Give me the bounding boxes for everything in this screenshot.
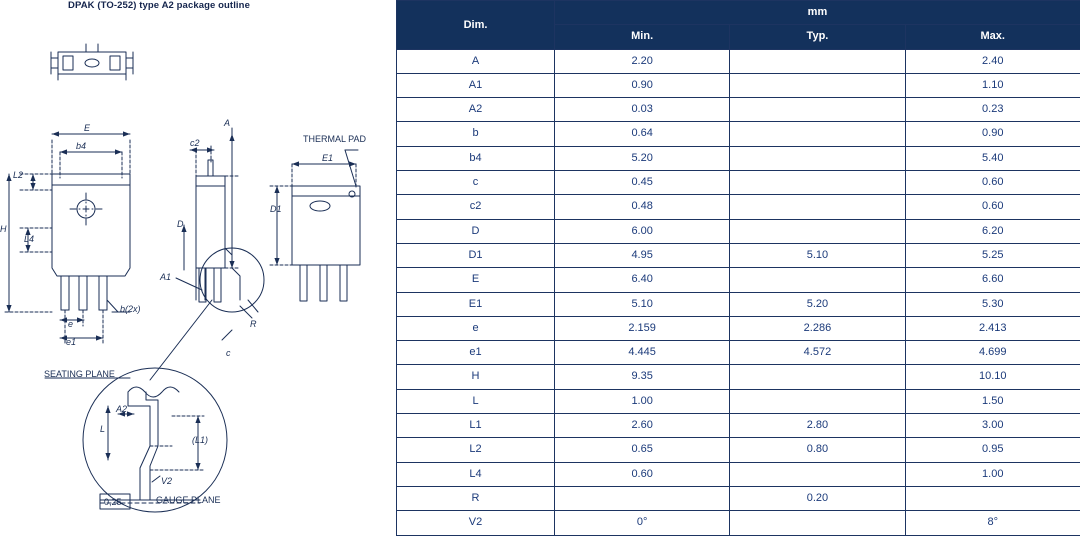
cell-dim: E <box>397 268 555 292</box>
cell-min: 9.35 <box>555 365 730 389</box>
table-row <box>397 219 1080 243</box>
table-body <box>397 49 1080 535</box>
table-row <box>397 292 1080 316</box>
cell-dim: D1 <box>397 243 555 267</box>
table-row <box>397 414 1080 438</box>
cell-dim: L1 <box>397 414 555 438</box>
label-R: R <box>250 319 257 329</box>
cell-dim: V2 <box>397 511 555 535</box>
thermal-pad-view <box>270 150 360 301</box>
dimensions-table-panel <box>396 0 1080 526</box>
table-row <box>397 195 1080 219</box>
cell-typ <box>730 146 905 170</box>
cell-max: 10.10 <box>905 365 1080 389</box>
cell-min: 0.90 <box>555 73 730 97</box>
cell-min: 0.60 <box>555 462 730 486</box>
cell-typ <box>730 511 905 535</box>
top-view <box>51 44 133 80</box>
cell-typ: 0.20 <box>730 486 905 510</box>
cell-min: 5.10 <box>555 292 730 316</box>
table-row <box>397 438 1080 462</box>
cell-max: 5.25 <box>905 243 1080 267</box>
table-row <box>397 511 1080 535</box>
column-header-dim: Dim. <box>397 1 555 50</box>
cell-max: 0.95 <box>905 438 1080 462</box>
cell-min: 0.03 <box>555 98 730 122</box>
cell-dim: R <box>397 486 555 510</box>
cell-min: 4.95 <box>555 243 730 267</box>
cell-typ <box>730 389 905 413</box>
cell-typ <box>730 122 905 146</box>
cell-max: 2.40 <box>905 49 1080 73</box>
cell-min: 2.20 <box>555 49 730 73</box>
table-row <box>397 365 1080 389</box>
cell-dim: A2 <box>397 98 555 122</box>
cell-min: 2.60 <box>555 414 730 438</box>
dimensions-table <box>396 0 1080 536</box>
cell-dim: b4 <box>397 146 555 170</box>
label-L2: L2 <box>13 170 23 180</box>
cell-typ: 5.20 <box>730 292 905 316</box>
drawing-title: DPAK (TO-252) type A2 package outline <box>68 0 250 11</box>
cell-dim: c2 <box>397 195 555 219</box>
table-row <box>397 171 1080 195</box>
label-e: e <box>68 319 73 329</box>
cell-typ <box>730 49 905 73</box>
table-row <box>397 122 1080 146</box>
label-gauge-plane: GAUGE PLANE <box>156 495 221 505</box>
label-L1: (L1) <box>192 435 208 445</box>
label-L4: L4 <box>24 234 34 244</box>
cell-min: 0.45 <box>555 171 730 195</box>
cell-max: 8° <box>905 511 1080 535</box>
table-row <box>397 341 1080 365</box>
table-row <box>397 389 1080 413</box>
table-row <box>397 486 1080 510</box>
cell-max: 4.699 <box>905 341 1080 365</box>
cell-dim: L4 <box>397 462 555 486</box>
cell-min: 0° <box>555 511 730 535</box>
side-view <box>150 128 264 380</box>
cell-max: 0.90 <box>905 122 1080 146</box>
cell-max: 1.50 <box>905 389 1080 413</box>
cell-dim: e1 <box>397 341 555 365</box>
cell-typ: 2.80 <box>730 414 905 438</box>
cell-max: 3.00 <box>905 414 1080 438</box>
label-E1: E1 <box>322 153 333 163</box>
cell-typ <box>730 219 905 243</box>
package-outline-drawing <box>0 0 396 526</box>
cell-dim: e <box>397 316 555 340</box>
cell-max: 5.30 <box>905 292 1080 316</box>
cell-dim: c <box>397 171 555 195</box>
cell-typ: 4.572 <box>730 341 905 365</box>
label-c: c <box>226 348 231 358</box>
cell-typ <box>730 195 905 219</box>
cell-max: 0.60 <box>905 171 1080 195</box>
cell-max: 0.23 <box>905 98 1080 122</box>
column-header-max: Max. <box>905 25 1080 49</box>
label-e1: e1 <box>66 337 76 347</box>
label-b4: b4 <box>76 141 86 151</box>
label-D1: D1 <box>270 204 282 214</box>
cell-max: 6.60 <box>905 268 1080 292</box>
cell-max <box>905 486 1080 510</box>
cell-max: 6.20 <box>905 219 1080 243</box>
cell-dim: L2 <box>397 438 555 462</box>
cell-max: 5.40 <box>905 146 1080 170</box>
cell-typ: 0.80 <box>730 438 905 462</box>
cell-min: 2.159 <box>555 316 730 340</box>
table-row <box>397 462 1080 486</box>
column-header-min: Min. <box>555 25 730 49</box>
column-header-typ: Typ. <box>730 25 905 49</box>
label-c2: c2 <box>190 138 200 148</box>
cell-typ: 2.286 <box>730 316 905 340</box>
label-H: H <box>0 224 7 234</box>
table-row <box>397 49 1080 73</box>
cell-max: 1.00 <box>905 462 1080 486</box>
cell-min <box>555 486 730 510</box>
cell-dim: b <box>397 122 555 146</box>
label-E: E <box>84 123 91 133</box>
cell-dim: D <box>397 219 555 243</box>
table-row <box>397 98 1080 122</box>
label-A: A <box>223 118 230 128</box>
label-D: D <box>177 219 184 229</box>
table-row <box>397 243 1080 267</box>
table-row <box>397 73 1080 97</box>
cell-min: 0.48 <box>555 195 730 219</box>
cell-min: 6.00 <box>555 219 730 243</box>
cell-typ: 5.10 <box>730 243 905 267</box>
cell-dim: A1 <box>397 73 555 97</box>
label-A1: A1 <box>159 272 171 282</box>
column-header-unit: mm <box>555 1 1080 25</box>
label-gauge-value: 0,25 <box>104 497 122 507</box>
label-A2: A2 <box>115 404 127 414</box>
table-head <box>397 1 1080 50</box>
cell-dim: H <box>397 365 555 389</box>
cell-typ <box>730 365 905 389</box>
cell-min: 0.65 <box>555 438 730 462</box>
cell-dim: L <box>397 389 555 413</box>
cell-max: 2.413 <box>905 316 1080 340</box>
cell-min: 5.20 <box>555 146 730 170</box>
cell-min: 6.40 <box>555 268 730 292</box>
label-b2x: b(2x) <box>120 304 141 314</box>
cell-typ <box>730 73 905 97</box>
table-row <box>397 146 1080 170</box>
label-seating-plane: SEATING PLANE <box>44 369 115 379</box>
cell-typ <box>730 98 905 122</box>
label-thermal-pad: THERMAL PAD <box>303 134 367 144</box>
cell-max: 0.60 <box>905 195 1080 219</box>
cell-typ <box>730 268 905 292</box>
label-V2: V2 <box>161 476 172 486</box>
label-L: L <box>100 424 105 434</box>
table-row <box>397 316 1080 340</box>
table-row <box>397 268 1080 292</box>
cell-dim: A <box>397 49 555 73</box>
cell-typ <box>730 171 905 195</box>
cell-min: 4.445 <box>555 341 730 365</box>
cell-typ <box>730 462 905 486</box>
table-header-row-1 <box>397 1 1080 25</box>
cell-max: 1.10 <box>905 73 1080 97</box>
drawing-panel <box>0 0 396 526</box>
cell-dim: E1 <box>397 292 555 316</box>
cell-min: 1.00 <box>555 389 730 413</box>
cell-min: 0.64 <box>555 122 730 146</box>
